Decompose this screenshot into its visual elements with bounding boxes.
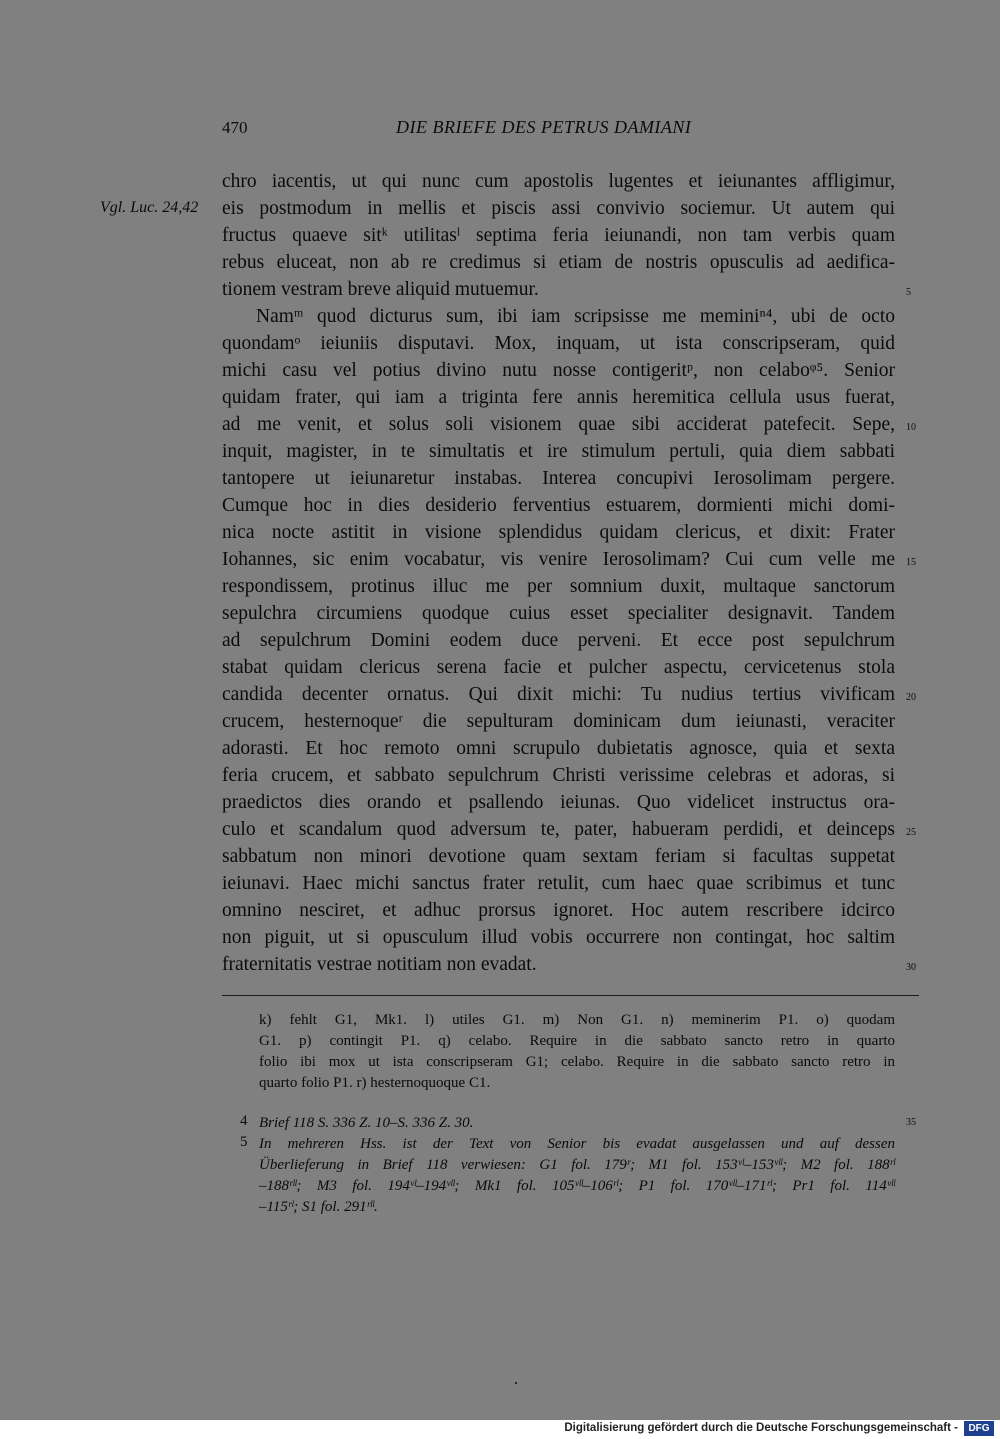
margin-reference: Vgl. Luc. 24,42	[100, 199, 199, 216]
text-line: ad sepulchrum Domini eodem duce perveni. Et ecce post sepulchrum	[222, 630, 895, 651]
text-line: tionem vestram breve aliquid mutuemur.	[222, 279, 539, 300]
text-line: tantopere ut ieiunaretur instabas. Interea concupivi Ierosolimam pergere.	[222, 468, 895, 489]
text-line: omnino nesciret, et adhuc prorsus ignoret. Hoc autem rescribere idcirco	[222, 900, 895, 921]
text-line: adorasti. Et hoc remoto omni scrupulo dubietatis agnosce, quia et sexta	[222, 738, 895, 759]
apparatus-line: G1. p) contingit P1. q) celabo. Require in die sabbato sancto retro in quarto	[259, 1033, 895, 1049]
dfg-logo[interactable]: DFG	[964, 1421, 994, 1436]
page-number: 470	[222, 118, 248, 137]
line-number: 15	[906, 557, 916, 568]
text-line: Iohannes, sic enim vocabatur, vis venire Ierosolimam? Cui cum velle me	[222, 549, 895, 570]
line-number: 5	[906, 287, 911, 298]
text-line: non piguit, ut si opusculum illud vobis occurrere non contingat, hoc saltim	[222, 927, 895, 948]
text-line: nica nocte astitit in visione splendidus quidam clericus, et dixit: Frater	[222, 522, 895, 543]
note-number: 4	[240, 1113, 248, 1129]
text-line: fructus quaeve sitᵏ utilitasˡ septima feria ieiunandi, non tam verbis quam	[222, 225, 895, 246]
line-number: 30	[906, 962, 916, 973]
note-number: 5	[240, 1134, 248, 1150]
text-line: crucem, hesternoqueʳ die sepulturam dominicam dum ieiunasti, veraciter	[222, 711, 895, 732]
text-line: chro iacentis, ut qui nunc cum apostolis lugentes et ieiunantes affligimur,	[222, 171, 895, 192]
commentary-notes	[259, 1113, 895, 1218]
text-line: ieiunavi. Haec michi sanctus frater retulit, cum haec quae scribimus et tunc	[222, 873, 895, 894]
text-line: quondamᵒ ieiuniis disputavi. Mox, inquam, ut ista conscripseram, quid	[222, 333, 895, 354]
text-line: ad me venit, et solus soli visionem quae sibi acciderat patefecit. Sepe,	[222, 414, 895, 435]
note-line: Überlieferung in Brief 118 verwiesen: G1 fol. 179ʳ; M1 fol. 153ᵛˡ–153ᵛˡˡ; M2 fol. 188ʳˡ	[259, 1157, 895, 1173]
main-text	[222, 168, 895, 978]
running-title: DIE BRIEFE DES PETRUS DAMIANI	[396, 117, 692, 137]
text-line: sepulchra circumiens quodque cuius esset specialiter designavit. Tandem	[222, 603, 895, 624]
text-line: quidam frater, qui iam a triginta fere annis heremitica cellula usus fuerat,	[222, 387, 895, 408]
footer-credit: Digitalisierung gefördert durch die Deutsche Forschungsgemeinschaft -	[564, 1422, 958, 1434]
text-line: Cumque hoc in dies desiderio ferventius estuarem, dormienti michi domi-	[222, 495, 895, 516]
page-mark	[515, 1382, 517, 1384]
text-line: culo et scandalum quod adversum te, pater, habueram perdidi, et deinceps	[222, 819, 895, 840]
line-number: 10	[906, 422, 916, 433]
note-line: –188ʳˡˡ; M3 fol. 194ᵛˡ–194ᵛˡˡ; Mk1 fol. 105ᵛˡˡ–106ʳˡ; P1 fol. 170ᵛˡˡ–171ʳˡ; Pr1 fol. 114ᵛˡˡ	[259, 1178, 895, 1194]
text-line: respondissem, protinus illuc me per somnium duxit, multaque sanctorum	[222, 576, 895, 597]
apparatus-line: k) fehlt G1, Mk1. l) utiles G1. m) Non G1. n) meminerim P1. o) quodam	[259, 1012, 895, 1028]
note-line: –115ʳˡ; S1 fol. 291ʳˡˡ.	[259, 1199, 378, 1215]
text-line: michi casu vel potius divino nutu nosse contigeritᵖ, non celaboᵠ⁵. Senior	[222, 360, 895, 381]
text-line: rebus eluceat, non ab re credimus si etiam de nostris opusculis ad aedifica-	[222, 252, 895, 273]
text-line: eis postmodum in mellis et piscis assi convivio sociemur. Ut autem qui	[222, 198, 895, 219]
apparatus-line: quarto folio P1. r) hesternoquoque C1.	[259, 1075, 491, 1091]
line-number: 35	[906, 1117, 916, 1128]
text-line: feria crucem, et sabbato sepulchrum Christi verissime celebras et adoras, si	[222, 765, 895, 786]
text-line: candida decenter ornatus. Qui dixit michi: Tu nudius tertius vivificam	[222, 684, 895, 705]
note-line: In mehreren Hss. ist der Text von Senior bis evadat ausgelassen und auf dessen	[259, 1136, 895, 1152]
critical-apparatus	[259, 1010, 895, 1094]
text-line: inquit, magister, in te simultatis et ire stimulum pertuli, quia diem sabbati	[222, 441, 895, 462]
apparatus-line: folio ibi mox ut ista conscripseram G1; celabo. Require in die sabbato sancto retro in	[259, 1054, 895, 1070]
text-line: praedictos dies orando et psallendo ieiunas. Quo videlicet instructus ora-	[222, 792, 895, 813]
text-line: fraternitatis vestrae notitiam non evadat.	[222, 954, 537, 975]
note-line: Brief 118 S. 336 Z. 10–S. 336 Z. 30.	[259, 1115, 474, 1131]
footnote-rule	[222, 995, 919, 996]
text-line: Namᵐ quod dicturus sum, ibi iam scripsisse me meminiⁿ⁴, ubi de octo	[256, 306, 895, 327]
text-line: sabbatum non minori devotione quam sextam feriam si facultas suppetat	[222, 846, 895, 867]
line-number: 25	[906, 827, 916, 838]
line-number: 20	[906, 692, 916, 703]
text-line: stabat quidam clericus serena facie et pulcher aspectu, cervicetenus stola	[222, 657, 895, 678]
